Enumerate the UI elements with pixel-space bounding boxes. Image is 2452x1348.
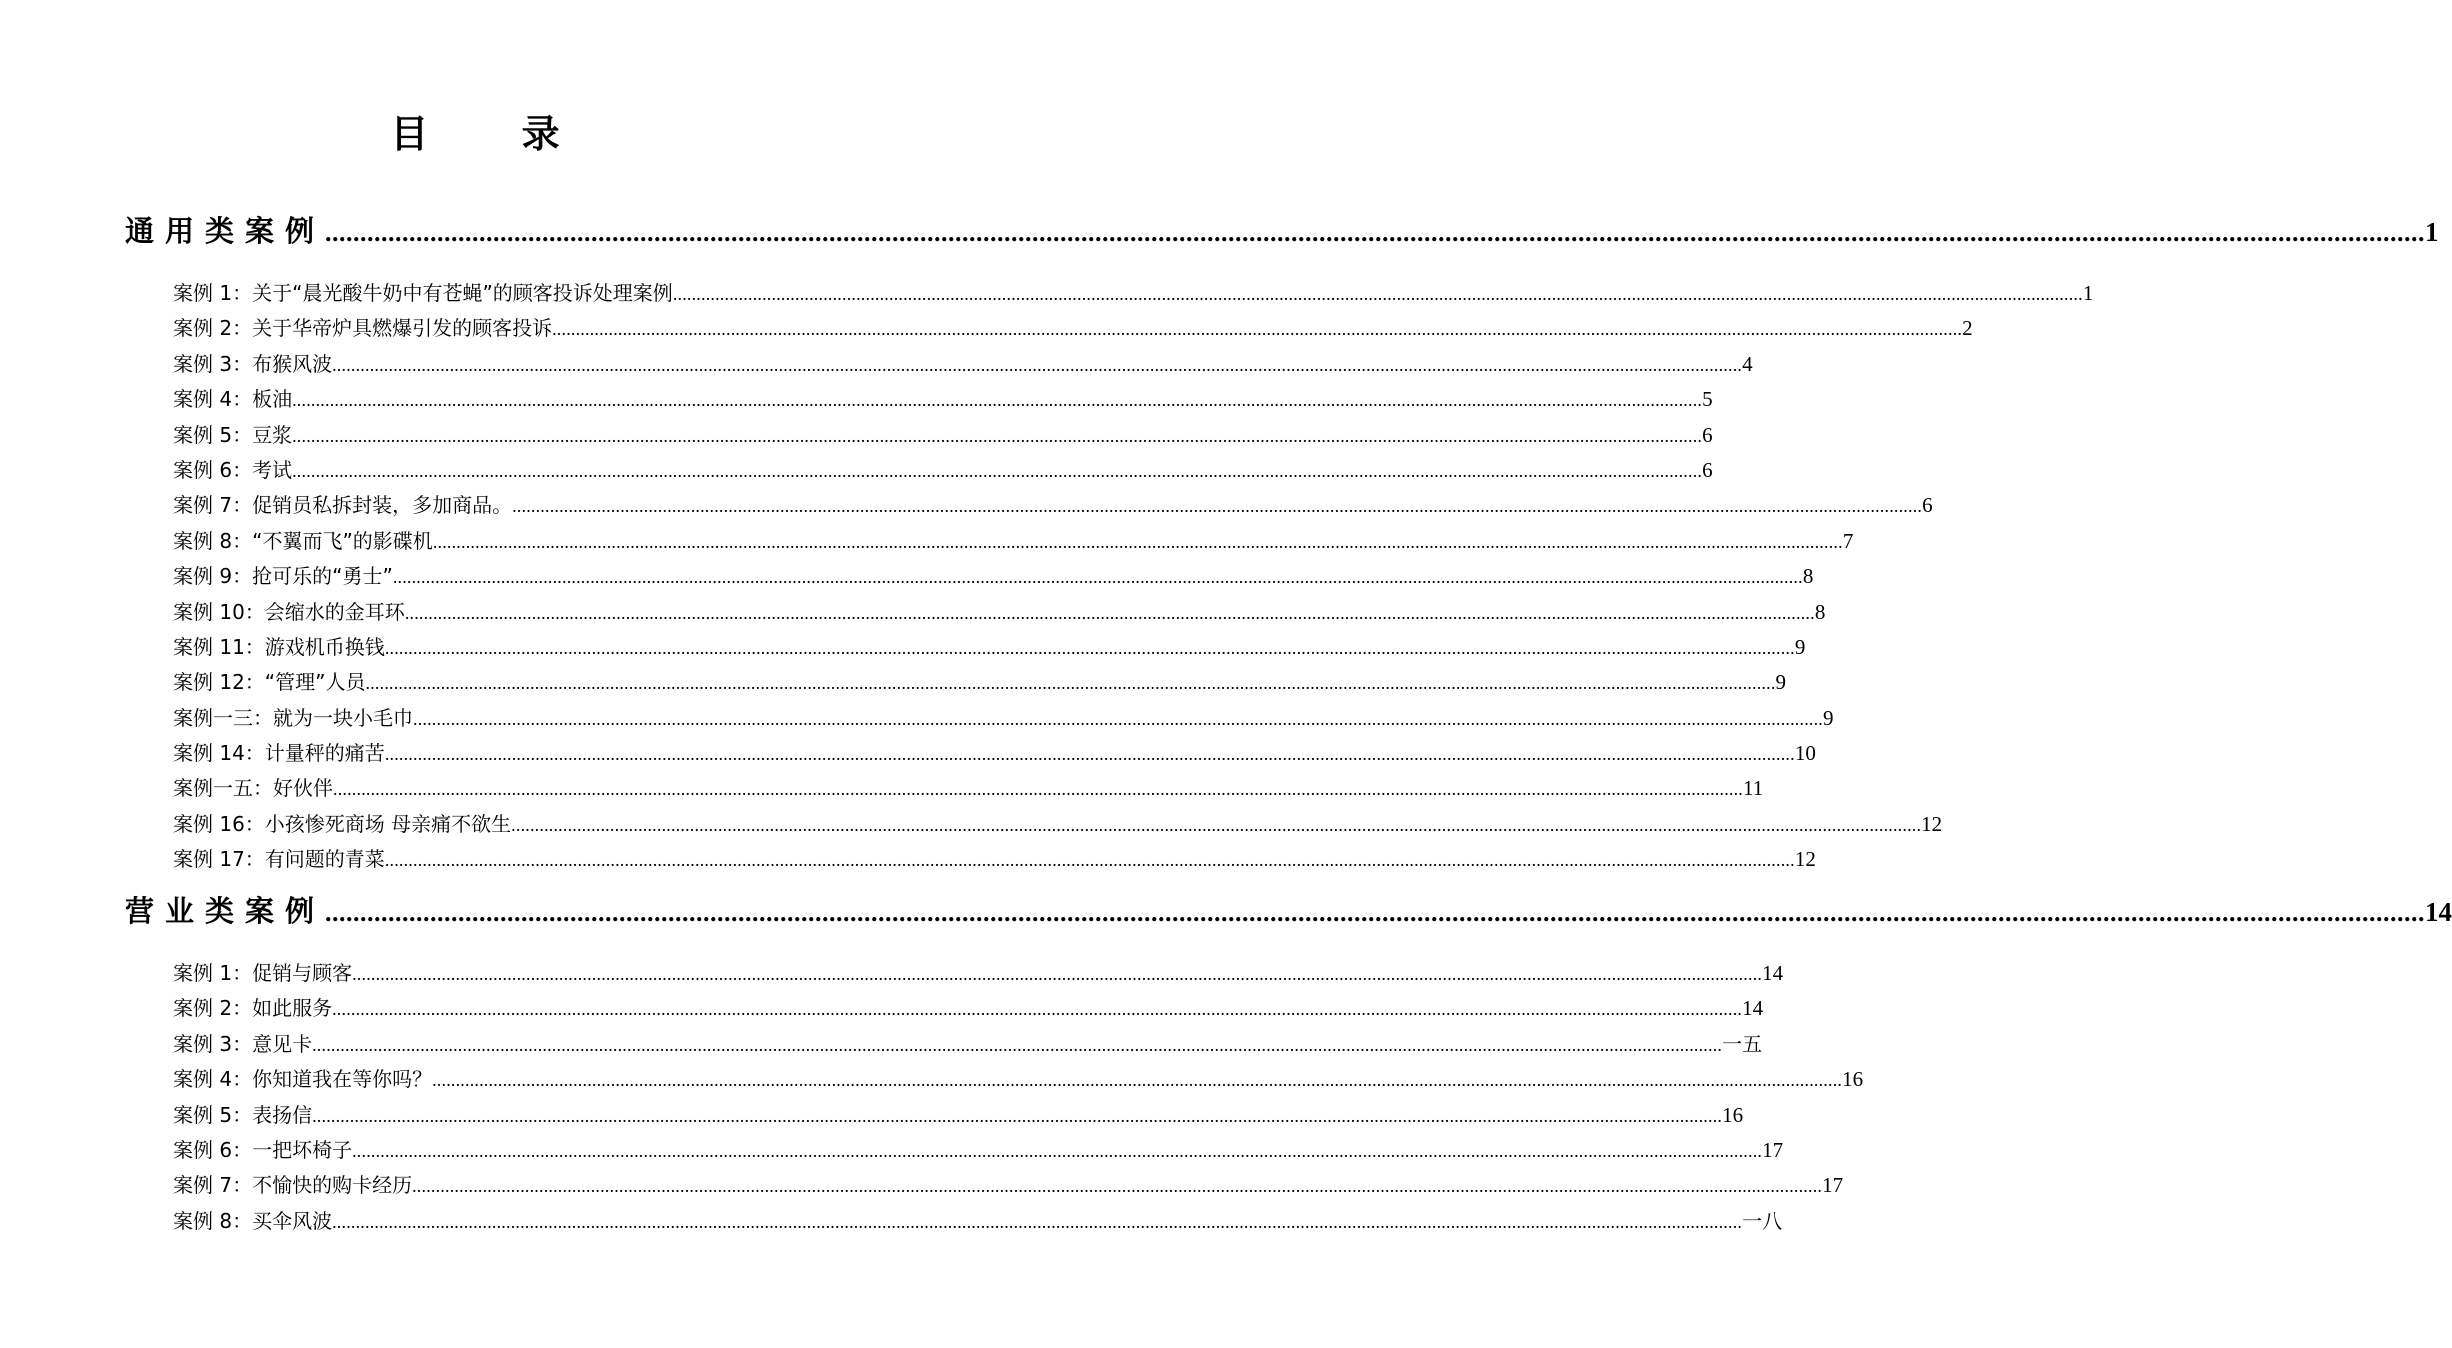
toc-entry-page-number: 5 xyxy=(1702,387,1713,412)
toc-entry xyxy=(173,842,1816,877)
toc-entry-text: 案例 1：关于“晨光酸牛奶中有苍蝇”的顾客投诉处理案例 xyxy=(173,281,673,305)
toc-entry-text: 案例 4：板油 xyxy=(173,387,293,412)
toc-entry-text: 案例 2：关于华帝炉具燃爆引发的顾客投诉 xyxy=(173,316,553,341)
toc-entry xyxy=(173,665,1787,700)
toc-entry xyxy=(173,736,1816,771)
toc-entry-page-number: 8 xyxy=(1802,564,1814,589)
toc-entry-page-number: 6 xyxy=(1922,493,1933,518)
toc-entry-text: 案例 12：“管理”人员 xyxy=(173,670,366,695)
dot-leader: ............................................................................................................................................................................................................................................................................................................ xyxy=(512,496,1923,517)
section-heading-label: 营业类案例 xyxy=(125,894,326,928)
dot-leader: ............................................................................................................................................................................................................................................................................................................ xyxy=(325,218,2426,247)
dot-leader: ............................................................................................................................................................................................................................................................................................................ xyxy=(352,964,1763,984)
entry-list-general xyxy=(173,276,2094,878)
toc-entry xyxy=(173,276,2094,311)
section-heading-general xyxy=(125,211,2439,253)
toc-entry xyxy=(173,956,1784,991)
toc-entry-text: 案例 14：计量秤的痛苦 xyxy=(173,741,385,766)
dot-leader: ............................................................................................................................................................................................................................................................................................................ xyxy=(384,744,1795,765)
toc-entry-page-number: 10 xyxy=(1794,741,1816,766)
toc-entry xyxy=(173,488,1933,523)
dot-leader: ............................................................................................................................................................................................................................................................................................................ xyxy=(292,390,1703,411)
dot-leader: ............................................................................................................................................................................................................................................................................................................ xyxy=(312,1034,1723,1055)
toc-entry-page-number: 一八 xyxy=(1742,1208,1783,1233)
dot-leader: ............................................................................................................................................................................................................................................................................................................ xyxy=(672,284,2083,304)
section-page-number: 14 xyxy=(2425,897,2452,927)
toc-title: 目 录 xyxy=(390,112,600,156)
toc-entry-page-number: 12 xyxy=(1794,847,1816,872)
toc-entry-page-number: 9 xyxy=(1775,670,1787,695)
toc-entry-text: 案例 10：会缩水的金耳环 xyxy=(173,599,405,624)
dot-leader: ............................................................................................................................................................................................................................................................................................................ xyxy=(432,531,1843,552)
toc-entry-text: 案例 1：促销与顾客 xyxy=(173,961,353,985)
dot-leader: ............................................................................................................................................................................................................................................................................................................ xyxy=(552,319,1963,340)
toc-entry xyxy=(173,701,1834,736)
toc-entry-page-number: 6 xyxy=(1702,457,1713,482)
toc-entry-page-number: 12 xyxy=(1921,811,1943,836)
toc-entry xyxy=(173,382,1713,417)
dot-leader: ............................................................................................................................................................................................................................................................................................................ xyxy=(352,1140,1763,1161)
dot-leader: ............................................................................................................................................................................................................................................................................................................ xyxy=(365,673,1776,694)
toc-entry-text: 案例 2：如此服务 xyxy=(173,996,333,1021)
toc-entry xyxy=(173,347,1753,382)
toc-entry xyxy=(173,453,1713,488)
toc-entry xyxy=(173,771,1764,806)
toc-entry-text: 案例 3：布猴风波 xyxy=(173,351,333,376)
toc-entry xyxy=(173,1168,1844,1203)
toc-entry-page-number: 1 xyxy=(2082,281,2094,305)
dot-leader: ............................................................................................................................................................................................................................................................................................................ xyxy=(292,460,1703,481)
toc-entry xyxy=(173,524,1854,559)
toc-entry-text: 案例一三：就为一块小毛巾 xyxy=(173,705,413,730)
dot-leader: ............................................................................................................................................................................................................................................................................................................ xyxy=(413,708,1823,729)
toc-entry xyxy=(173,559,1814,594)
toc-entry-page-number: 11 xyxy=(1743,776,1764,801)
toc-entry-text: 案例一五：好伙伴 xyxy=(173,776,333,801)
section-heading-label: 通用类案例 xyxy=(125,214,326,248)
dot-leader: ............................................................................................................................................................................................................................................................................................................ xyxy=(332,999,1743,1020)
dot-leader: ............................................................................................................................................................................................................................................................................................................ xyxy=(332,354,1743,375)
toc-entry-text: 案例 6：一把坏椅子 xyxy=(173,1137,353,1162)
toc-entry-text: 案例 6：考试 xyxy=(173,457,293,482)
toc-entry-page-number: 6 xyxy=(1702,422,1713,447)
toc-entry-text: 案例 4：你知道我在等你吗？ xyxy=(173,1067,433,1092)
dot-leader: ............................................................................................................................................................................................................................................................................................................ xyxy=(404,602,1815,623)
dot-leader: ............................................................................................................................................................................................................................................................................................................ xyxy=(384,850,1795,871)
toc-entry-page-number: 9 xyxy=(1823,705,1834,730)
toc-entry xyxy=(173,311,1973,346)
dot-leader: ............................................................................................................................................................................................................................................................................................................ xyxy=(292,425,1703,446)
toc-entry-text: 案例 7：促销员私拆封装，多加商品。 xyxy=(173,493,513,518)
dot-leader: ............................................................................................................................................................................................................................................................................................................ xyxy=(332,1211,1743,1232)
toc-entry xyxy=(173,1062,1864,1097)
toc-entry-page-number: 14 xyxy=(1742,996,1764,1021)
toc-entry-text: 案例 7：不愉快的购卡经历 xyxy=(173,1173,413,1198)
toc-entry-text: 案例 9：抢可乐的“勇士” xyxy=(173,564,393,589)
toc-entry xyxy=(173,1133,1784,1168)
toc-entry-text: 案例 8：“不翼而飞”的影碟机 xyxy=(173,528,433,553)
dot-leader: ............................................................................................................................................................................................................................................................................................................ xyxy=(333,779,1743,800)
dot-leader: ............................................................................................................................................................................................................................................................................................................ xyxy=(511,814,1922,835)
toc-entry xyxy=(173,418,1713,453)
toc-entry xyxy=(173,991,1764,1026)
dot-leader: ............................................................................................................................................................................................................................................................................................................ xyxy=(384,637,1795,658)
toc-entry xyxy=(173,1204,1783,1239)
toc-entry-text: 案例 8：买伞风波 xyxy=(173,1208,333,1233)
dot-leader: ............................................................................................................................................................................................................................................................................................................ xyxy=(412,1176,1823,1197)
dot-leader: ............................................................................................................................................................................................................................................................................................................ xyxy=(432,1070,1843,1091)
toc-entry-text: 案例 5：豆浆 xyxy=(173,422,293,447)
toc-entry-text: 案例 3：意见卡 xyxy=(173,1031,313,1056)
toc-entry-text: 案例 17：有问题的青菜 xyxy=(173,847,385,872)
toc-entry-page-number: 4 xyxy=(1742,351,1753,376)
dot-leader: ............................................................................................................................................................................................................................................................................................................ xyxy=(325,898,2426,927)
toc-entry-text: 案例 5：表扬信 xyxy=(173,1102,313,1127)
toc-entry-page-number: 一五 xyxy=(1722,1031,1763,1056)
section-heading-business xyxy=(125,891,2452,933)
toc-entry-page-number: 16 xyxy=(1722,1102,1744,1127)
toc-entry-page-number: 7 xyxy=(1842,528,1854,553)
toc-entry-page-number: 14 xyxy=(1762,961,1784,985)
toc-entry xyxy=(173,595,1826,630)
toc-entry-page-number: 9 xyxy=(1794,634,1806,659)
toc-entry xyxy=(173,630,1806,665)
toc-entry-page-number: 2 xyxy=(1962,316,1973,341)
toc-entry-page-number: 17 xyxy=(1762,1137,1784,1162)
toc-entry xyxy=(173,807,1943,842)
entry-list-business xyxy=(173,956,1864,1239)
dot-leader: ............................................................................................................................................................................................................................................................................................................ xyxy=(392,567,1803,588)
dot-leader: ............................................................................................................................................................................................................................................................................................................ xyxy=(312,1105,1723,1126)
toc-entry-text: 案例 11：游戏机币换钱 xyxy=(173,634,385,659)
toc-entry-page-number: 16 xyxy=(1842,1067,1864,1092)
toc-entry xyxy=(173,1027,1763,1062)
toc-entry-page-number: 8 xyxy=(1814,599,1826,624)
toc-entry-page-number: 17 xyxy=(1822,1173,1844,1198)
toc-entry xyxy=(173,1098,1744,1133)
toc-entry-text: 案例 16：小孩惨死商场 母亲痛不欲生 xyxy=(173,811,512,836)
section-page-number: 1 xyxy=(2425,217,2439,247)
